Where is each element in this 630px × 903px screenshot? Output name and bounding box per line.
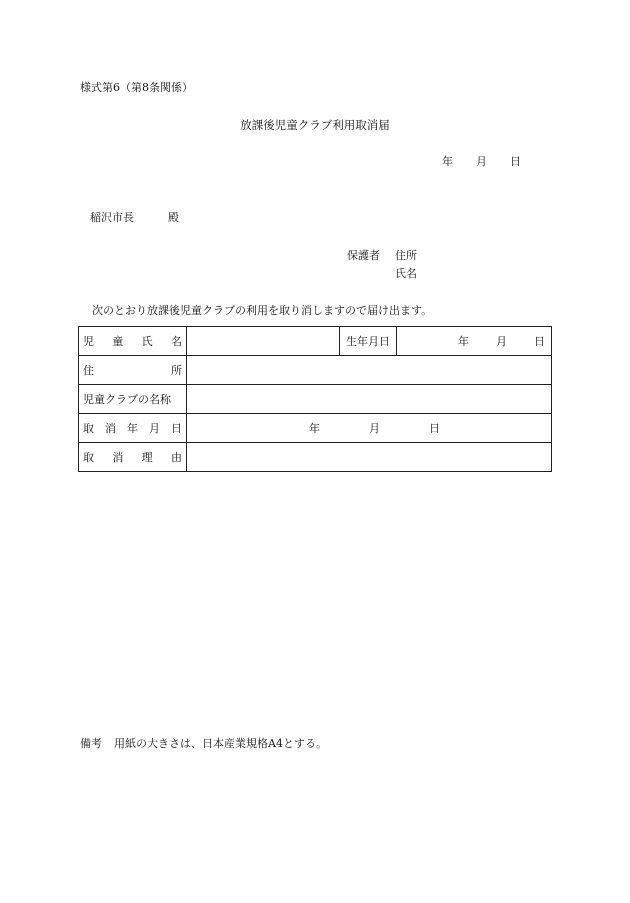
label-char: 名 xyxy=(170,335,182,348)
label-char: 年 xyxy=(127,422,138,435)
date-day-unit: 日 xyxy=(510,155,521,168)
cancel-date-field[interactable] xyxy=(187,414,552,443)
table-row-cancel-date xyxy=(79,414,552,443)
address-label xyxy=(79,356,187,385)
club-name-label: 児童クラブの名称 xyxy=(79,385,187,414)
addressee xyxy=(90,212,179,223)
cancel-date-label xyxy=(79,414,187,443)
label-char: 消 xyxy=(105,422,116,435)
table-row-club-name xyxy=(79,385,552,414)
label-char: 由 xyxy=(170,451,182,464)
birthdate-field[interactable] xyxy=(397,327,552,356)
date-month-unit: 月 xyxy=(476,155,487,168)
guardian-label: 保護者 xyxy=(347,249,380,262)
guardian-name-line xyxy=(395,268,417,279)
guardian-name-label: 氏名 xyxy=(395,267,417,280)
cancellation-form-table xyxy=(78,326,552,472)
label-char: 住 xyxy=(83,364,94,377)
remarks xyxy=(80,738,327,749)
remarks-label: 備考 xyxy=(80,737,102,750)
remarks-text: 用紙の大きさは、日本産業規格A4とする。 xyxy=(114,737,327,750)
cancel-year-unit: 年 xyxy=(309,422,320,435)
birth-year-unit: 年 xyxy=(458,335,469,348)
club-name-field[interactable] xyxy=(187,385,552,414)
label-char: 取 xyxy=(83,422,94,435)
label-char: 氏 xyxy=(141,335,153,348)
birthdate-label: 生年月日 xyxy=(340,327,397,356)
birth-day-unit: 日 xyxy=(534,335,545,348)
child-name-label xyxy=(79,327,187,356)
label-char: 所 xyxy=(171,364,182,377)
form-number: 様式第6（第8条関係） xyxy=(80,81,193,94)
cancel-reason-field[interactable] xyxy=(187,443,552,472)
statement: 次のとおり放課後児童クラブの利用を取り消しますので届け出ます。 xyxy=(92,304,433,317)
label-char: 消 xyxy=(112,451,124,464)
table-row-child-name xyxy=(79,327,552,356)
table-row-cancel-reason xyxy=(79,443,552,472)
birth-month-unit: 月 xyxy=(496,335,507,348)
guardian-address-label: 住所 xyxy=(395,249,417,262)
cancel-reason-label xyxy=(79,443,187,472)
label-char: 童 xyxy=(112,335,124,348)
label-char: 理 xyxy=(141,451,153,464)
document-title: 放課後児童クラブ利用取消届 xyxy=(240,118,390,132)
child-name-field[interactable] xyxy=(187,327,340,356)
address-field[interactable] xyxy=(187,356,552,385)
date-year-unit: 年 xyxy=(442,155,453,168)
table-row-address xyxy=(79,356,552,385)
submission-date xyxy=(442,156,521,167)
cancel-month-unit: 月 xyxy=(369,422,380,435)
cancel-day-unit: 日 xyxy=(429,422,440,435)
label-char: 児 xyxy=(83,335,94,348)
addressee-name: 稲沢市長 xyxy=(90,211,134,224)
label-char: 取 xyxy=(83,451,94,464)
addressee-honorific: 殿 xyxy=(168,211,179,224)
label-char: 月 xyxy=(149,422,160,435)
guardian-address-line xyxy=(347,250,417,261)
label-char: 日 xyxy=(171,422,182,435)
